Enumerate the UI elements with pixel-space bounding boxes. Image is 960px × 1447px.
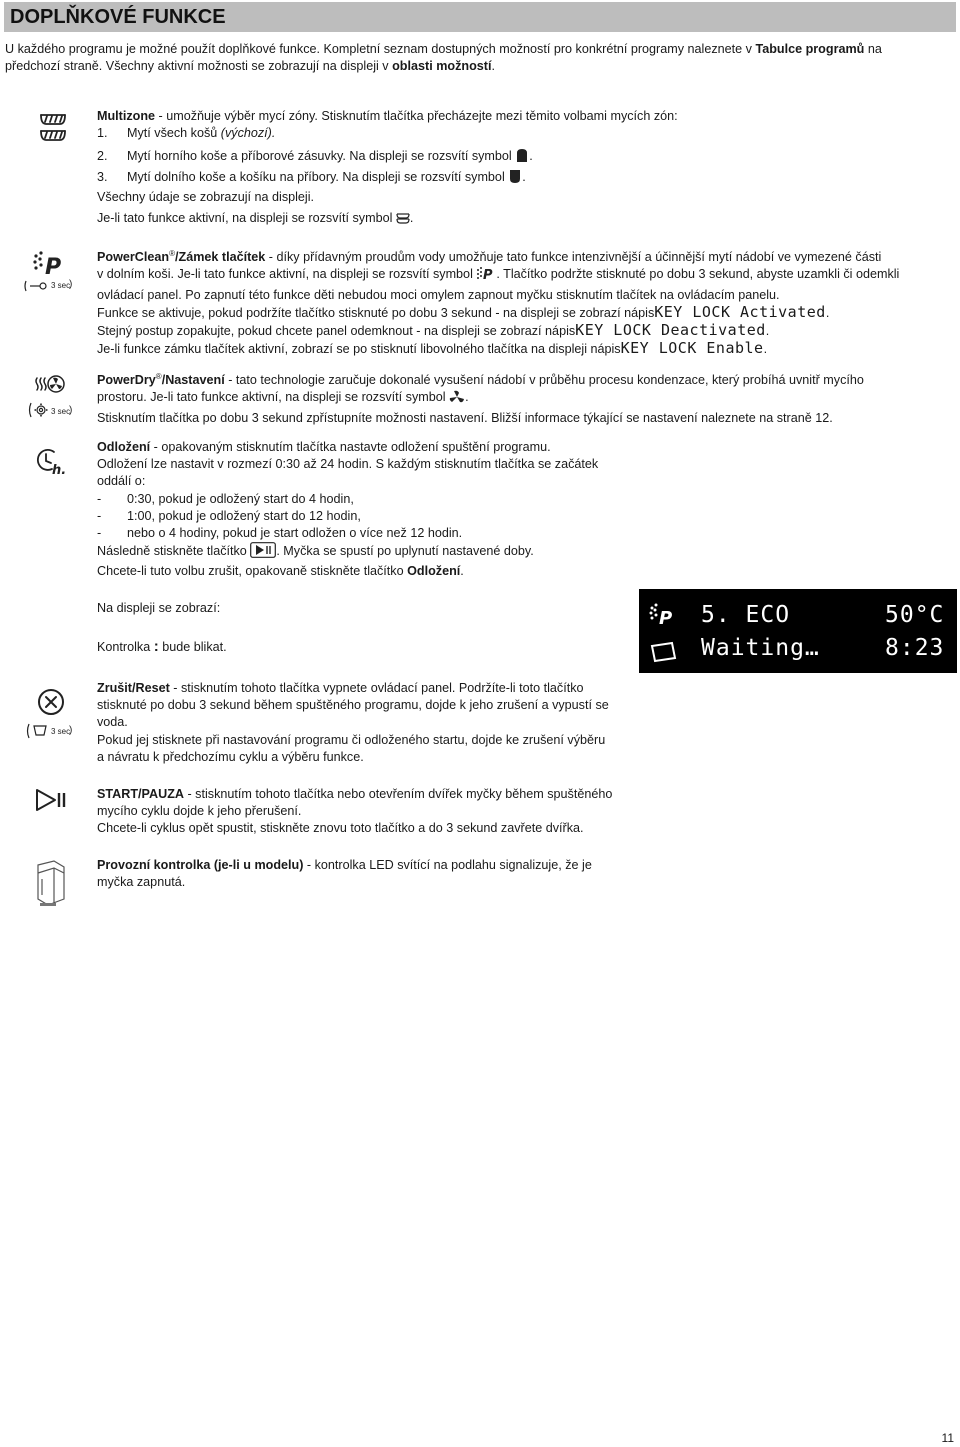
delay-text: - opakovaným stisknutím tlačítka nastavte odložení spuštění programu. — [150, 440, 551, 454]
reset-section — [97, 680, 957, 766]
list-item — [97, 525, 957, 542]
intro-text-end: na — [864, 42, 882, 56]
svg-text:P: P — [483, 268, 493, 282]
powerclean-text: . Tlačítko podržte stisknuté po dobu 3 sekund, abyste uzamkli či odemkli — [496, 267, 900, 282]
intro-text: U každého programu je možné použít doplňkové funkce. Kompletní seznam dostupných možností pro konkrétní programy naleznete v — [5, 42, 756, 56]
powerdry-text: prostoru. Je-li tato funkce aktivní, na displeji se rozsvítí symbol — [97, 390, 450, 405]
intro-text-2: předchozí straně. Všechny aktivní možnosti se zobrazují na displeji v — [5, 59, 393, 74]
paren-close: ) — [69, 725, 73, 736]
item-text: 0:30, pokud je odložený start do 4 hodin, — [127, 491, 354, 506]
svg-text:P: P — [45, 255, 62, 278]
reset-text: voda. — [97, 715, 128, 730]
powerdry-section — [97, 368, 957, 427]
item-text: Mytí dolního koše a košíku na příbory. Na displeji se rozsvítí symbol — [127, 169, 509, 184]
led-text: - kontrolka LED svítící na podlahu signalizuje, že je — [303, 858, 592, 872]
intro-text-2-end: . — [491, 59, 495, 74]
multizone-title: Multizone — [97, 109, 156, 123]
registered-mark: ® — [169, 249, 175, 258]
powerclean-small-icon — [476, 266, 496, 286]
item-text: nebo o 4 hodiny, pokud je start odložen o více než 12 hodin. — [127, 526, 463, 541]
powerclean-text: ovládací panel. Po zapnutí této funkce děti nebudou moci omylem zapnout myčku stisknutím tlačítek na ovládacím panelu. — [97, 287, 780, 302]
list-item — [97, 169, 957, 189]
period: . — [765, 324, 770, 338]
delay-text: bude blikat. — [158, 639, 227, 654]
reset-hold-label: 3 sec — [51, 727, 71, 736]
powerclean-title: PowerClean — [97, 250, 170, 265]
display-temperature: 50°C — [885, 602, 945, 628]
reset-text: stisknuté po dobu 3 sekund během spuštěného programu, dojde k jeho zrušení a vypustí se — [97, 698, 609, 713]
start-pause-button-icon — [250, 542, 276, 563]
lower-basket-icon — [508, 169, 522, 189]
delay-text: Odložení lze nastavit v rozmezí 0:30 až 24 hodin. S každým stisknutím tlačítka se začátek — [97, 457, 599, 472]
display-message-enable: KEY LOCK Enable — [620, 339, 764, 358]
multizone-note: Všechny údaje se zobrazují na displeji. — [97, 189, 315, 204]
item-text: Mytí horního koše a příborové zásuvky. Na displeji se rozsvítí symbol — [127, 149, 516, 164]
delay-timer-icon — [34, 446, 66, 481]
multizone-desc: - umožňuje výběr mycí zóny. Stisknutím tlačítka přecházejte mezi těmito volbami mycích zón: — [155, 109, 678, 123]
powerclean-icon — [32, 250, 64, 283]
intro-paragraph — [5, 41, 950, 75]
reset-title: Zrušit/Reset — [97, 681, 170, 695]
page-title: DOPLŇKOVÉ FUNKCE — [4, 2, 956, 32]
multizone-icon — [38, 110, 68, 151]
powerclean-title-2: /Zámek tlačítek — [175, 250, 266, 265]
item-text: Mytí všech košů — [127, 126, 221, 141]
registered-mark: ® — [155, 372, 162, 381]
powerdry-title-2: /Nastavení — [161, 373, 225, 388]
powerdry-text: - tato technologie zaručuje dokonalé vysušení nádobí v průběhu procesu kondenzace, který probíhá uvnitř mycího — [224, 373, 864, 388]
blink-indicator: : — [153, 637, 159, 655]
powerclean-text: Stejný postup zopakujte, pokud chcete panel odemknout - na displeji se zobrazí nápis — [97, 324, 576, 338]
paren-close: ) — [69, 405, 73, 416]
display-message-activated: KEY LOCK Activated — [654, 302, 826, 321]
start-text: mycího cyklu dojde k jeho přerušení. — [97, 804, 302, 819]
item-number: 1. — [97, 126, 108, 141]
svg-text:P: P — [659, 608, 673, 627]
display-status: Waiting… — [701, 635, 820, 661]
list-item — [97, 508, 957, 525]
powerdry-small-icon — [449, 390, 465, 409]
powerdry-text: Stisknutím tlačítka po dobu 3 sekund zpřístupníte možnosti nastavení. Bližší informace týkající se nastavení naleznete na straně 12. — [97, 410, 833, 425]
start-text: - stisknutím tohoto tlačítka nebo otevřením dvířek myčky během spuštěného — [183, 787, 613, 801]
powerclean-text: v dolním koši. Je-li tato funkce aktivní, na displeji se rozsvítí symbol — [97, 267, 477, 282]
bullet: - — [97, 526, 102, 541]
period: . — [763, 342, 768, 357]
display-screen — [639, 589, 957, 673]
multizone-small-icon — [396, 211, 410, 230]
display-program: 5. ECO — [701, 602, 791, 628]
powerclean-section — [97, 245, 957, 358]
multizone-note-2: Je-li tato funkce aktivní, na displeji se rozsvítí symbol — [97, 211, 396, 226]
delay-text: Chcete-li tuto volbu zrušit, opakovaně stiskněte tlačítko — [97, 564, 408, 579]
start-title: START/PAUZA — [97, 787, 184, 801]
reset-text: Pokud jej stisknete při nastavování programu či odloženého startu, dojde ke zrušení výběru — [97, 732, 606, 747]
reset-text: a návratu k předchozímu cyklu a výběru funkce. — [97, 749, 364, 764]
delay-title: Odložení — [97, 440, 151, 454]
delay-text: oddálí o: — [97, 474, 146, 489]
start-text: Chcete-li cyklus opět spustit, stiskněte znovu toto tlačítko a do 3 sekund zavřete dvířka. — [97, 821, 584, 836]
key-lock-icon — [24, 280, 50, 297]
settings-gear-icon — [28, 402, 50, 423]
led-section — [97, 857, 957, 891]
item-extra: . — [522, 169, 526, 184]
powerdry-text: . — [465, 390, 469, 405]
upper-basket-icon — [515, 148, 529, 168]
bullet: - — [97, 508, 102, 523]
powerdry-title: PowerDry — [97, 373, 156, 388]
delay-text: . — [460, 564, 464, 579]
item-extra: . — [529, 149, 533, 164]
item-number: 3. — [97, 169, 108, 184]
delay-text: Kontrolka — [97, 639, 154, 654]
paren-close: ) — [69, 279, 73, 290]
list-item — [97, 125, 957, 142]
page-number: 11 — [941, 1431, 954, 1445]
multizone-section — [97, 108, 957, 230]
start-pause-icon — [34, 788, 68, 817]
svg-text:h.: h. — [52, 463, 66, 476]
delay-text: . Myčka se spustí po uplynutí nastavené doby. — [276, 544, 534, 559]
display-status-icon — [649, 641, 677, 668]
powerclean-text: Je-li funkce zámku tlačítek aktivní, zobrazí se po stisknutí libovolného tlačítka na displeji nápis — [97, 342, 621, 357]
item-extra: (výchozí). — [220, 126, 276, 141]
powerclean-text: - díky přídavným proudům vody umožňuje tato funkce intenzivnější a účinnější mytí nádobí ve vymezené části — [265, 250, 882, 265]
delay-text: Následně stiskněte tlačítko — [97, 544, 251, 559]
dishwasher-led-icon — [30, 859, 70, 914]
item-number: 2. — [97, 149, 108, 164]
powerdry-icon — [34, 374, 66, 401]
intro-bold-2: oblasti možností — [392, 59, 492, 74]
cancel-reset-icon — [36, 687, 66, 722]
powerclean-text: Funkce se aktivuje, pokud podržíte tlačítko stisknuté po dobu 3 sekund - na displeji se zobrazí nápis — [97, 305, 655, 320]
start-section — [97, 786, 957, 838]
led-title: Provozní kontrolka (je-li u modelu) — [97, 858, 304, 872]
list-item — [97, 491, 957, 508]
multizone-note-2-end: . — [409, 211, 414, 226]
intro-bold: Tabulce programů — [755, 42, 865, 56]
bullet: - — [97, 491, 102, 506]
display-message-deactivated: KEY LOCK Deactivated — [575, 321, 766, 339]
item-text: 1:00, pokud je odložený start do 12 hodin, — [127, 508, 361, 523]
display-time: 8:23 — [885, 635, 945, 661]
period: . — [825, 305, 830, 320]
delay-display-label: Na displeji se zobrazí: — [97, 600, 221, 615]
powerdry-hold-label: 3 sec — [51, 407, 71, 416]
drain-icon — [26, 723, 50, 744]
list-item — [97, 148, 957, 168]
powerclean-hold-label: 3 sec — [51, 281, 71, 290]
delay-bold: Odložení — [407, 564, 461, 579]
powerclean-display-icon — [649, 603, 675, 632]
reset-text: - stisknutím tohoto tlačítka vypnete ovládací panel. Podržíte-li toto tlačítko — [169, 681, 584, 695]
led-text: myčka zapnutá. — [97, 875, 186, 890]
